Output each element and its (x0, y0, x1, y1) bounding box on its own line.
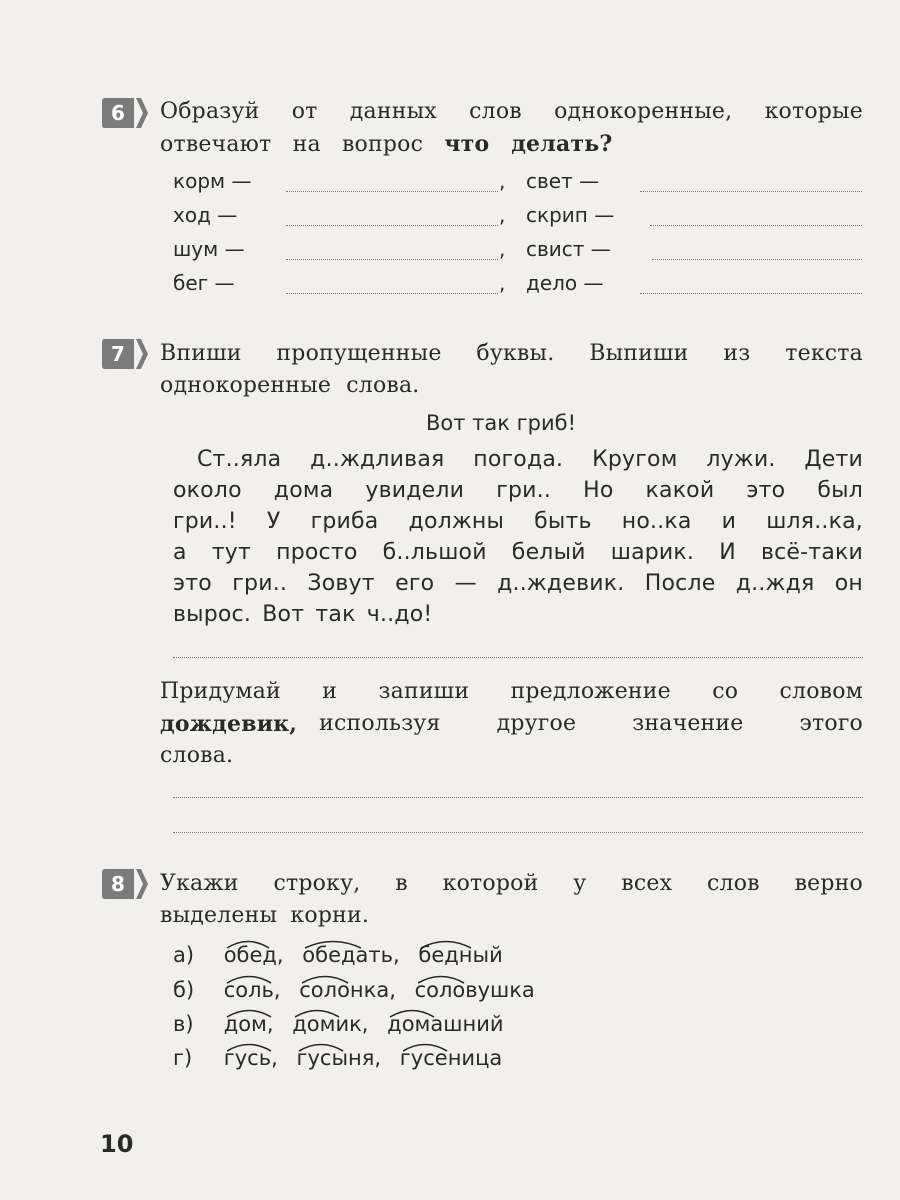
answer-line-left-4[interactable] (286, 293, 498, 294)
pair-right-2: скрип — (526, 203, 615, 227)
extra-line-2 (160, 708, 863, 740)
task-8-badge (102, 869, 148, 899)
option-word (415, 974, 535, 1006)
extra-line-3: слова. (160, 743, 234, 768)
answer-line-sentence-1[interactable] (173, 797, 863, 798)
word-text: соль, (223, 978, 281, 1002)
root-arc (298, 1040, 344, 1052)
task-7-line-1: Впиши пропущенные буквы. Выпиши из текста (160, 341, 863, 366)
extra-line-2-text: используя другое значение этого (319, 711, 863, 736)
pair-left-1: корм — (173, 169, 252, 193)
task-6-question: что делать? (444, 131, 613, 157)
root-arc (294, 1006, 340, 1018)
story-line: гри..! У гриба должны быть но..ка и шля..ка, (173, 509, 863, 534)
root-arc (226, 972, 272, 984)
pair-right-3: свист — (526, 237, 611, 261)
option-word (299, 974, 396, 1006)
option-word (418, 939, 502, 971)
root-arc (389, 1006, 435, 1018)
task-7-line-2: однокоренные слова. (160, 373, 420, 398)
word-text: соловушка (414, 978, 535, 1002)
root-arc (304, 937, 362, 949)
answer-line-left-2[interactable] (286, 225, 498, 226)
comma: , (499, 203, 506, 227)
answer-line-sentence-2[interactable] (173, 832, 863, 833)
option-g[interactable] (173, 1042, 502, 1074)
option-a[interactable] (173, 939, 503, 971)
option-label: в) (173, 1012, 194, 1036)
option-label: а) (173, 943, 195, 967)
option-word (224, 1042, 278, 1074)
word-text: домашний (387, 1012, 504, 1036)
task-6-line-1: Образуй от данных слов однокоренные, которые (160, 99, 863, 124)
root-arc (226, 1040, 272, 1052)
option-word (387, 1008, 503, 1040)
story-text (173, 444, 863, 630)
story-line: вырос. Вот так ч..до! (173, 602, 433, 627)
option-label: б) (173, 978, 195, 1002)
word-text: обед, (223, 943, 284, 967)
comma: , (499, 237, 506, 261)
option-label: г) (173, 1046, 193, 1070)
task-8-line-2: выделены корни. (160, 903, 370, 928)
story-line: Ст..яла д..ждливая погода. Кругом лужи. Дети (197, 447, 863, 472)
answer-line-right-1[interactable] (640, 191, 862, 192)
word-text: домик, (292, 1012, 369, 1036)
root-arc (226, 937, 270, 949)
task-7-instruction (160, 338, 863, 402)
task-8-line-1: Укажи строку, в которой у всех слов верно (160, 871, 863, 896)
comma: , (499, 271, 506, 295)
task-8-number: 8 (111, 872, 125, 896)
answer-line-right-3[interactable] (652, 259, 862, 260)
option-word (224, 1008, 274, 1040)
page-number: 10 (100, 1130, 134, 1158)
option-word (296, 1042, 381, 1074)
task-6-number: 6 (111, 101, 125, 125)
answer-line-left-1[interactable] (286, 191, 498, 192)
word-text: обедать, (302, 943, 400, 967)
task-6-instruction (160, 96, 863, 161)
option-word (400, 1042, 502, 1074)
root-arc (417, 972, 465, 984)
story-line: а тут просто б..льшой белый шарик. И всё-таки (173, 540, 863, 565)
word-text: бедный (418, 943, 503, 967)
task-6-line-2 (160, 128, 863, 161)
answer-line-story[interactable] (173, 657, 863, 658)
root-arc (301, 972, 349, 984)
answer-line-left-3[interactable] (286, 259, 498, 260)
pair-right-4: дело — (526, 271, 604, 295)
pair-right-1: свет — (526, 169, 600, 193)
word-text: гусеница (399, 1046, 503, 1070)
task-6-line-2-text: отвечают на вопрос (160, 132, 424, 157)
option-word (292, 1008, 368, 1040)
pair-left-3: шум — (173, 237, 245, 261)
extra-line-1: Придумай и запиши предложение со словом (160, 679, 863, 704)
root-arc (420, 937, 472, 949)
word-text: гусь, (223, 1046, 278, 1070)
pair-left-4: бег — (173, 271, 235, 295)
option-word (302, 939, 399, 971)
story-line: около дома увидели гри.. Но какой это был (173, 478, 863, 503)
task-7-badge (102, 339, 148, 369)
option-v[interactable] (173, 1008, 504, 1040)
task-8-instruction (160, 868, 863, 932)
root-arc (402, 1040, 448, 1052)
option-b[interactable] (173, 974, 535, 1006)
pair-left-2: ход — (173, 203, 238, 227)
story-title: Вот так гриб! (426, 411, 577, 435)
comma: , (499, 169, 506, 193)
word-text: солонка, (299, 978, 396, 1002)
option-word (224, 974, 281, 1006)
task-7-number: 7 (111, 342, 125, 366)
word-text: дом, (223, 1012, 274, 1036)
option-word (224, 939, 284, 971)
answer-line-right-2[interactable] (650, 225, 862, 226)
story-line: это гри.. Зовут его — д..ждевик. После д..ждя он (173, 571, 863, 596)
task-7-extra (160, 676, 863, 772)
task-6-badge (102, 98, 148, 128)
root-arc (226, 1006, 272, 1018)
answer-line-right-4[interactable] (640, 293, 862, 294)
word-text: гусыня, (296, 1046, 382, 1070)
extra-bold-word: дождевик, (160, 711, 298, 737)
